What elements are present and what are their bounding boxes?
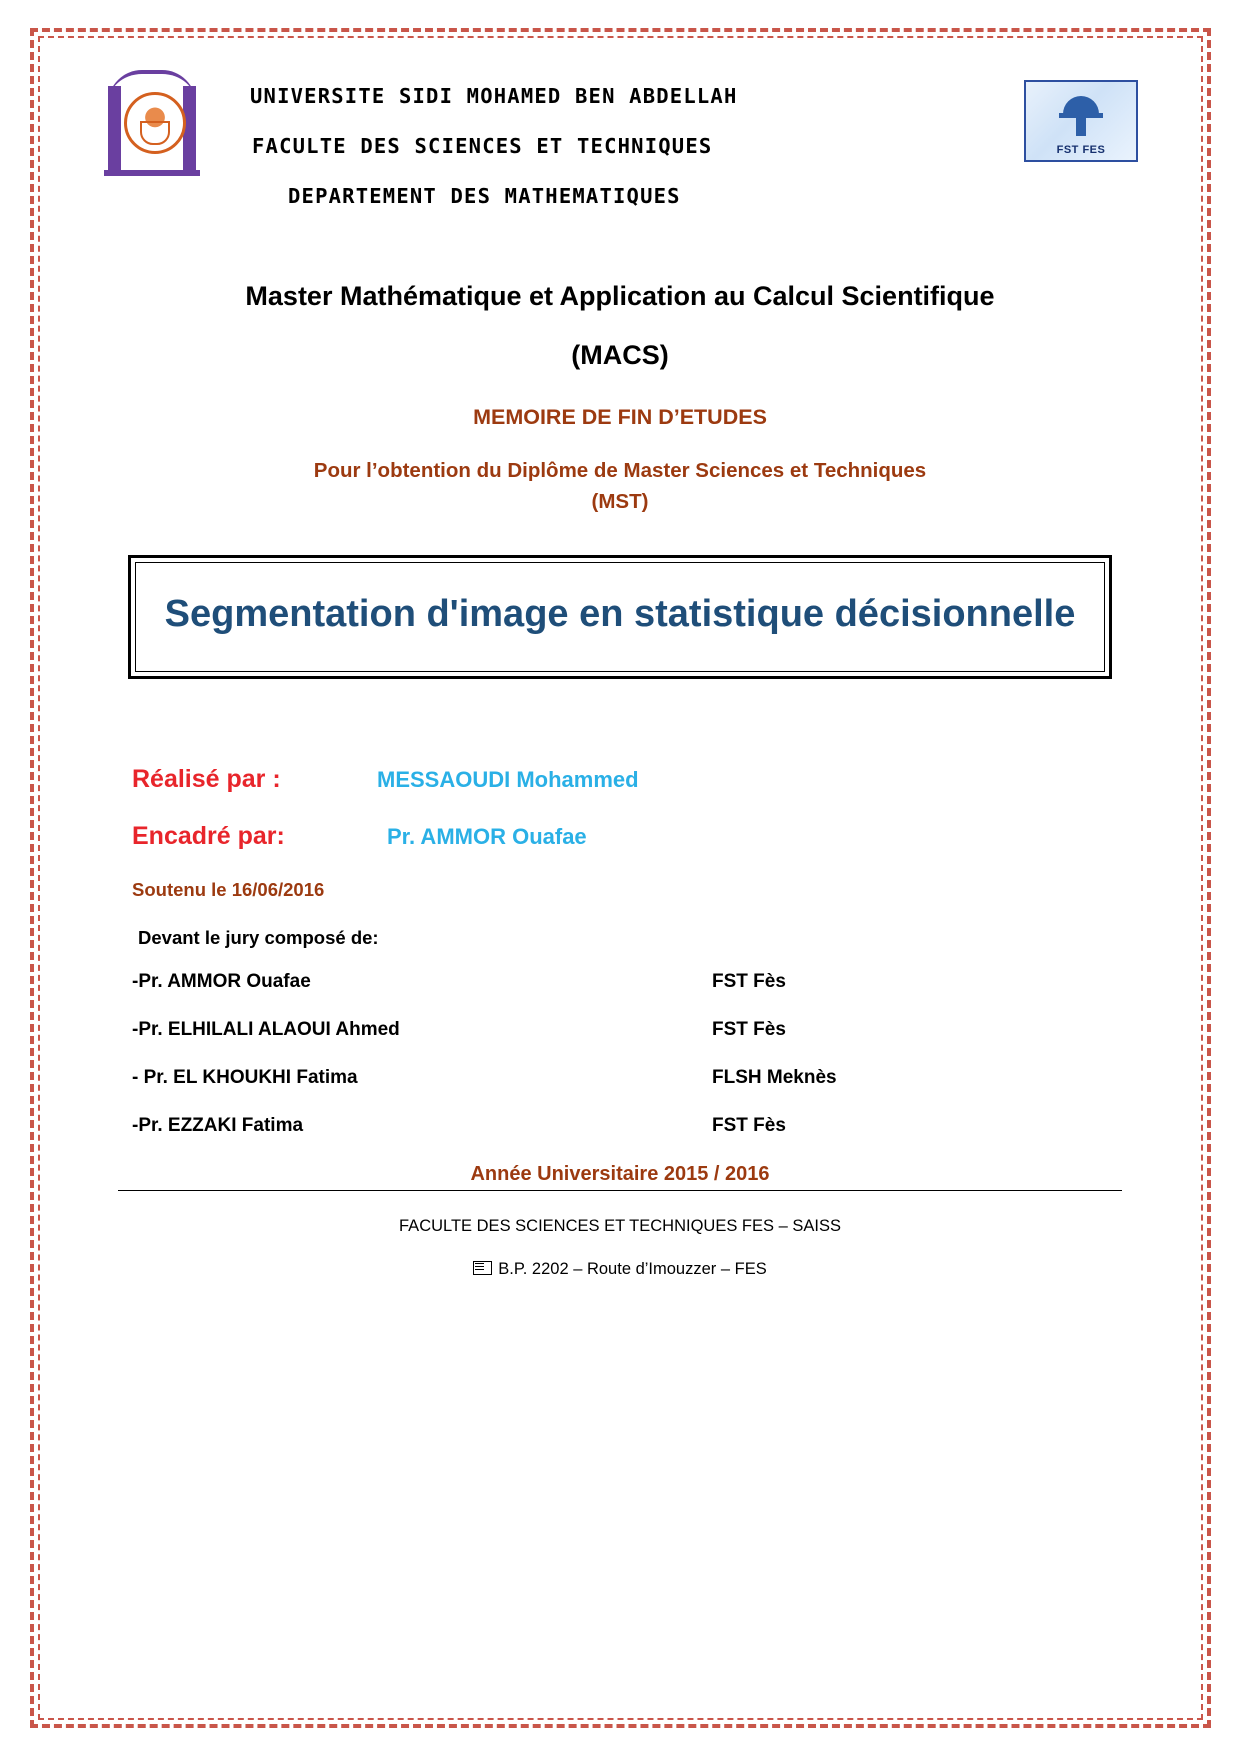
- university-name-block: [250, 84, 950, 234]
- jury-member-name: -Pr. AMMOR Ouafae: [132, 970, 311, 992]
- diploma-line-1: Pour l’obtention du Diplôme de Master Sciences et Techniques: [313, 458, 927, 482]
- defense-date: Soutenu le 16/06/2016: [132, 878, 325, 900]
- supervisor-name: Pr. AMMOR Ouafae: [387, 823, 587, 849]
- university-line-1: UNIVERSITE SIDI MOHAMED BEN ABDELLAH: [250, 84, 738, 108]
- authors-block: [60, 765, 1180, 851]
- jury-member-row: [132, 971, 1180, 993]
- seal-pillar-left: [108, 86, 121, 170]
- jury-member-row: [132, 1115, 1180, 1137]
- academic-year: Année Universitaire 2015 / 2016: [470, 1162, 770, 1185]
- master-program-acronym: (MACS): [571, 339, 669, 370]
- supervisor-row: [132, 822, 1180, 851]
- seal-base: [104, 170, 200, 176]
- jury-member-name: - Pr. EL KHOUKHI Fatima: [132, 1066, 358, 1088]
- realise-par-label: Réalisé par :: [132, 764, 281, 793]
- fst-fes-logo: [1024, 80, 1138, 162]
- jury-member-affiliation: FST Fès: [712, 1114, 786, 1136]
- jury-list: [60, 971, 1180, 1137]
- memoire-subtitle: MEMOIRE DE FIN D’ETUDES: [473, 404, 767, 429]
- author-row: [132, 765, 1180, 794]
- fst-logo-stem-shape: [1076, 116, 1086, 136]
- master-program-title: Master Mathématique et Application au Calcul Scientifique: [245, 281, 995, 311]
- footer-faculty-line: FACULTE DES SCIENCES ET TECHNIQUES FES – SAISS: [399, 1216, 841, 1235]
- university-seal-logo: [104, 68, 200, 176]
- university-line-3: DEPARTEMENT DES MATHEMATIQUES: [288, 184, 681, 208]
- cover-page-content: [60, 50, 1180, 1704]
- jury-member-affiliation: FLSH Meknès: [712, 1066, 837, 1088]
- seal-emblem: [124, 92, 186, 154]
- footer-divider: [118, 1190, 1122, 1191]
- footer-address-text: B.P. 2202 – Route d’Imouzzer – FES: [498, 1259, 767, 1278]
- jury-heading: Devant le jury composé de:: [138, 926, 379, 948]
- envelope-icon: [473, 1261, 492, 1275]
- thesis-title-frame-inner: [135, 562, 1105, 671]
- thesis-title-frame: [128, 555, 1112, 678]
- jury-member-affiliation: FST Fès: [712, 970, 786, 992]
- jury-member-row: [132, 1019, 1180, 1041]
- jury-member-name: -Pr. EZZAKI Fatima: [132, 1114, 304, 1136]
- thesis-title: Segmentation d'image en statistique décisionnelle: [164, 593, 1076, 636]
- university-line-2: FACULTE DES SCIENCES ET TECHNIQUES: [252, 134, 713, 158]
- jury-member-row: [132, 1067, 1180, 1089]
- document-header: [60, 50, 1180, 250]
- diploma-line-2: (MST): [591, 489, 649, 513]
- jury-member-affiliation: FST Fès: [712, 1018, 786, 1040]
- author-name: MESSAOUDI Mohammed: [377, 766, 639, 792]
- fst-logo-label: FST FES: [1056, 144, 1106, 156]
- encadre-par-label: Encadré par:: [132, 821, 285, 850]
- footer-address-line: [60, 1260, 1180, 1279]
- jury-member-name: -Pr. ELHILALI ALAOUI Ahmed: [132, 1018, 400, 1040]
